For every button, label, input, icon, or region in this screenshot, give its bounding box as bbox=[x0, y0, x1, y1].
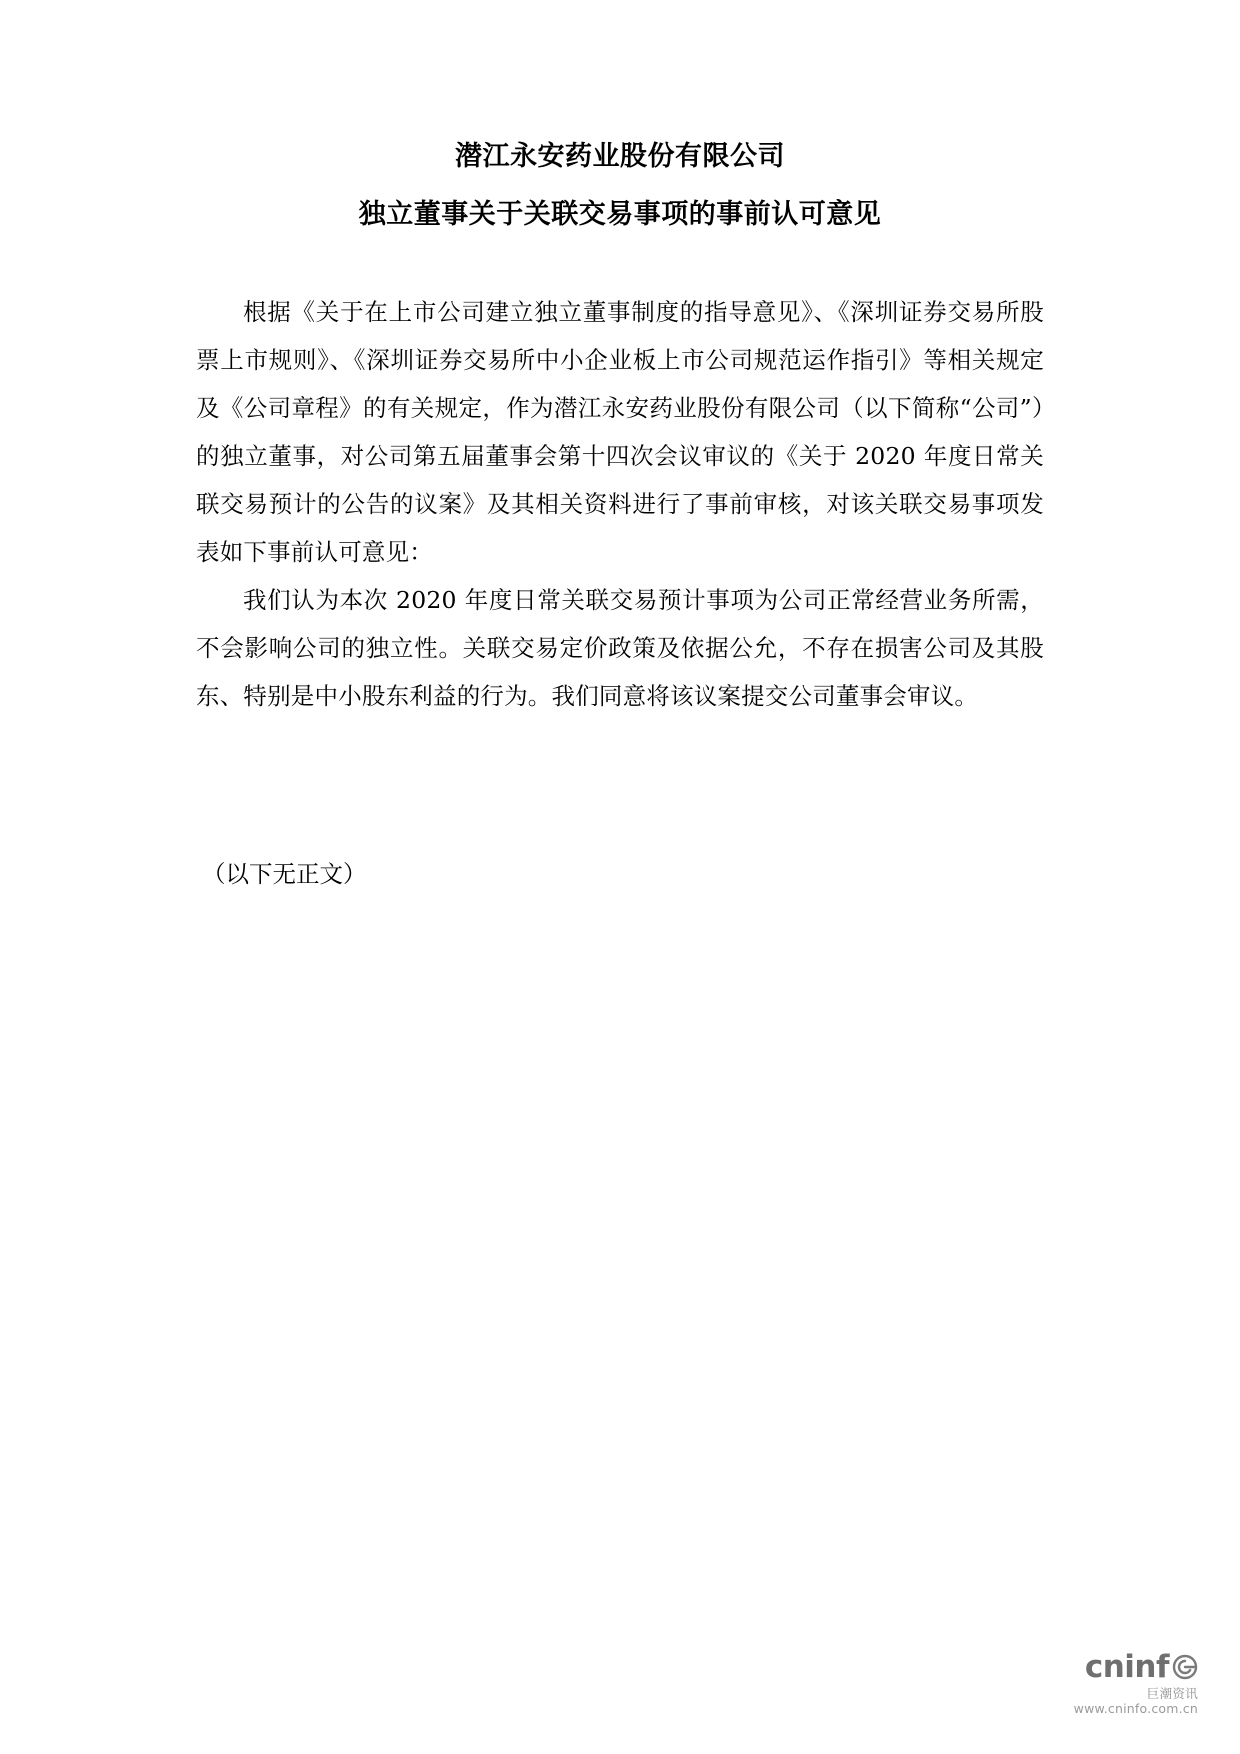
paragraph-group bbox=[196, 288, 1044, 720]
title-line-subject: 独立董事关于关联交易事项的事前认可意见 bbox=[358, 199, 882, 230]
watermark-url: www.cninfo.com.cn bbox=[1073, 1700, 1198, 1716]
page-title bbox=[196, 128, 1044, 244]
cninfo-mark-icon bbox=[1172, 1654, 1198, 1680]
watermark bbox=[1074, 1650, 1198, 1716]
watermark-brand: cninf bbox=[1084, 1648, 1169, 1685]
document-body bbox=[196, 128, 1044, 898]
watermark-sub: 巨潮资讯 bbox=[1146, 1686, 1198, 1702]
title-line-company: 潜江永安药业股份有限公司 bbox=[455, 141, 785, 172]
paragraph-basis: 根据《关于在上市公司建立独立董事制度的指导意见》、《深圳证券交易所股票上市规则》、《深圳证券交易所中小企业板上市公司规范运作指引》等相关规定及《公司章程》的有关规定，作为潜江永安药业股份有限公司（以下简称“公司”）的独立董事，对公司第五届董事会第十四次会议审议的《关于 2020 年度日常关联交易预计的公告的议案》及其相关资料进行了事前审核，对该关联交易事项发表如下事前认可意见： bbox=[196, 298, 1044, 566]
watermark-logo bbox=[1074, 1650, 1198, 1686]
closing-note: （以下无正文） bbox=[202, 860, 367, 888]
paragraph-opinion: 我们认为本次 2020 年度日常关联交易预计事项为公司正常经营业务所需，不会影响公司的独立性。关联交易定价政策及依据公允，不存在损害公司及其股东、特别是中小股东利益的行为。我们同意将该议案提交公司董事会审议。 bbox=[196, 586, 1044, 710]
